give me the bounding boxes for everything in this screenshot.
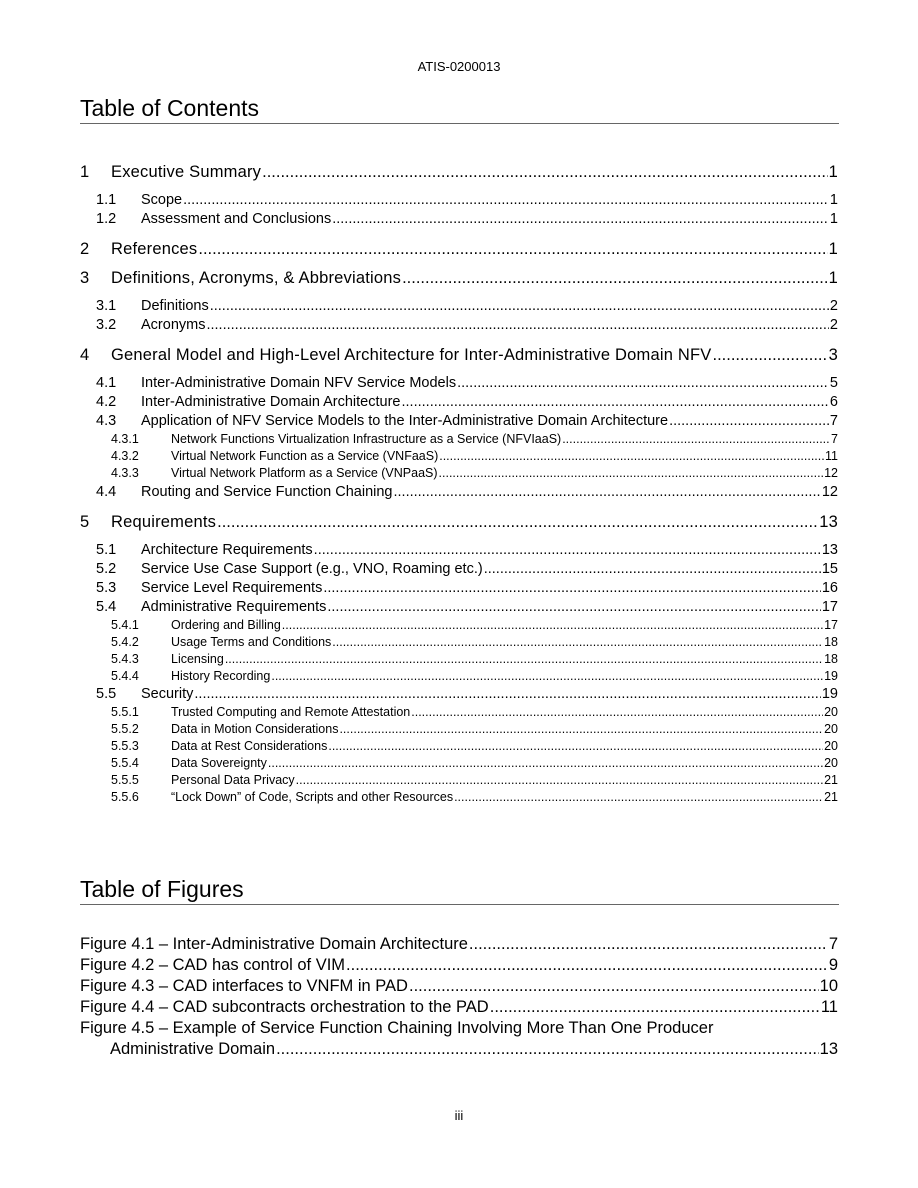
toc-entry-title: Acronyms [141,317,206,333]
dot-leader [332,635,823,649]
toc-entry-number: 3.2 [96,317,117,333]
toc-entry-page: 20 [824,739,838,753]
toc-entry-page: 16 [821,580,838,596]
toc-entry[interactable] [80,513,838,532]
dot-leader [194,686,820,702]
dot-leader [323,580,821,596]
toc-entry-page: 2 [829,317,838,333]
toc-entry-title: “Lock Down” of Code, Scripts and other Resources [171,790,454,804]
figure-entry-page: 13 [819,1040,838,1058]
toc-entry-number: 5 [80,513,90,531]
toc-entry[interactable] [80,394,838,410]
toc-entry-page: 1 [829,192,838,208]
toc-entry-title: Requirements [111,513,217,531]
dot-leader [669,413,829,429]
figure-entry-title: Figure 4.1 – Inter-Administrative Domain Architecture [80,935,468,953]
toc-entry-number: 3 [80,269,90,287]
toc-entry-title: Application of NFV Service Models to the Inter-Administrative Domain Architecture [141,413,669,429]
dot-leader [439,449,824,463]
dot-leader [562,432,830,446]
toc-entry[interactable] [80,705,838,719]
dot-leader [262,163,827,182]
figure-entry[interactable] [80,977,838,996]
toc-entry-page: 7 [829,413,838,429]
toc-entry-title: Licensing [171,652,224,666]
toc-entry-number: 2 [80,240,90,258]
toc-entry[interactable] [80,773,838,787]
toc-entry-title: Administrative Requirements [141,599,327,615]
toc-entry[interactable] [80,432,838,446]
toc-entry[interactable] [80,449,838,463]
toc-entry-title: Trusted Computing and Remote Attestation [171,705,411,719]
toc-entry-number: 5.2 [96,561,117,577]
figure-entry-title: Figure 4.5 – Example of Service Function Chaining Involving More Than One Producer [80,1019,714,1037]
toc-entry[interactable] [80,669,838,683]
dot-leader [484,561,821,577]
toc-entry-title: Security [141,686,194,702]
toc-entry-title: Inter-Administrative Domain NFV Service Models [141,375,457,391]
toc-entry[interactable] [80,652,838,666]
toc-entry-number: 5.4 [96,599,117,615]
toc-entry[interactable] [80,722,838,736]
toc-entry[interactable] [80,317,838,333]
toc-entry[interactable] [80,163,838,182]
toc-entry-page: 1 [829,211,838,227]
toc-entry-page: 1 [828,240,838,258]
toc-entry-page: 19 [824,669,838,683]
figures-heading: Table of Figures [80,875,839,905]
toc-entry-page: 1 [828,269,838,287]
dot-leader [409,977,819,996]
toc-entry[interactable] [80,413,838,429]
toc-entry-title: Scope [141,192,183,208]
dot-leader [393,484,820,500]
toc-entry-title: Data at Rest Considerations [171,739,328,753]
figure-entry-title: Figure 4.3 – CAD interfaces to VNFM in PAD [80,977,408,995]
toc-entry-number: 5.4.1 [111,618,139,632]
toc-entry-number: 5.3 [96,580,117,596]
dot-leader [490,998,820,1017]
toc-entry-number: 4.3 [96,413,117,429]
toc-entry[interactable] [80,466,838,480]
toc-entry-title: Definitions [141,298,209,314]
figure-entry[interactable] [80,998,838,1017]
toc-entry-page: 18 [824,652,838,666]
dot-leader [210,298,829,314]
toc-entry[interactable] [80,269,838,288]
toc-entry-number: 5.5.4 [111,756,139,770]
dot-leader [314,542,821,558]
dot-leader [454,790,823,804]
toc-entry-title: Executive Summary [111,163,262,181]
toc-entry-title: Service Use Case Support (e.g., VNO, Roaming etc.) [141,561,483,577]
dot-leader [206,317,828,333]
toc-entry[interactable] [80,346,838,365]
dot-leader [439,466,824,480]
toc-entry-number: 5.5.1 [111,705,139,719]
toc-entry-number: 5.5.2 [111,722,139,736]
toc-entry-page: 3 [828,346,838,364]
toc-entry[interactable] [80,739,838,753]
toc-entry-page: 13 [819,513,838,531]
dot-leader [198,240,827,259]
dot-leader [217,513,818,532]
toc-entry-page: 19 [821,686,838,702]
dot-leader [402,394,829,410]
toc-entry-number: 5.4.2 [111,635,139,649]
toc-entry-title: General Model and High-Level Architecture for Inter-Administrative Domain NFV [111,346,712,364]
toc-entry-page: 17 [824,618,838,632]
toc-entry[interactable] [80,580,838,596]
toc-entry-number: 4.3.3 [111,466,139,480]
dot-leader [346,956,828,975]
toc-entry[interactable] [80,599,838,615]
toc-entry-number: 5.5.6 [111,790,139,804]
dot-leader [712,346,827,365]
figure-entry-page: 11 [820,998,838,1016]
toc-entry-page: 20 [824,722,838,736]
toc-entry[interactable] [80,192,838,208]
toc-entry-number: 5.1 [96,542,117,558]
toc-entry-number: 4.2 [96,394,117,410]
toc-entry-page: 15 [821,561,838,577]
figure-entry-title: Figure 4.2 – CAD has control of VIM [80,956,346,974]
toc-entry-title: Network Functions Virtualization Infrastructure as a Service (NFVIaaS) [171,432,562,446]
toc-entry-number: 4.3.2 [111,449,139,463]
toc-entry-page: 12 [821,484,838,500]
toc-entry-page: 2 [829,298,838,314]
toc-entry-page: 17 [821,599,838,615]
toc-entry-number: 1.2 [96,211,117,227]
toc-entry-page: 21 [824,773,838,787]
toc-entry-page: 5 [829,375,838,391]
toc-entry[interactable] [80,240,838,259]
toc-entry-page: 6 [829,394,838,410]
toc-entry-title: Inter-Administrative Domain Architecture [141,394,401,410]
toc-entry-page: 11 [825,449,838,463]
figure-entry-page: 7 [828,935,838,953]
toc-entry-number: 5.5.3 [111,739,139,753]
toc-entry-title: Data in Motion Considerations [171,722,339,736]
toc-entry-title: Virtual Network Function as a Service (VNFaaS) [171,449,439,463]
toc-entry-number: 5.4.3 [111,652,139,666]
toc-entry-page: 13 [821,542,838,558]
dot-leader [457,375,829,391]
toc-heading: Table of Contents [80,94,839,124]
dot-leader [469,935,828,954]
toc-entry-title: Virtual Network Platform as a Service (VNPaaS) [171,466,438,480]
toc-entry-number: 4 [80,346,90,364]
toc-entry-page: 20 [824,705,838,719]
toc-entry-page: 20 [824,756,838,770]
toc-entry-title: Usage Terms and Conditions [171,635,332,649]
dot-leader [332,211,829,227]
toc-entry[interactable] [80,618,838,632]
toc-entry-title: Ordering and Billing [171,618,281,632]
toc-entry[interactable] [80,756,838,770]
toc-entry-title: Service Level Requirements [141,580,323,596]
toc-entry-page: 18 [824,635,838,649]
toc-entry[interactable] [80,211,838,227]
toc-entry-number: 4.4 [96,484,117,500]
figure-entry[interactable] [80,935,838,954]
toc-entry-number: 5.5 [96,686,117,702]
toc-entry-title: History Recording [171,669,271,683]
toc-entry-page: 21 [824,790,838,804]
dot-leader [183,192,829,208]
toc-entry[interactable] [80,686,838,702]
toc-entry[interactable] [80,375,838,391]
toc-entry[interactable] [80,790,838,804]
toc-entry-title: Personal Data Privacy [171,773,295,787]
toc-entry-number: 5.4.4 [111,669,139,683]
toc-entry[interactable] [80,561,838,577]
toc-entry-title: Definitions, Acronyms, & Abbreviations [111,269,402,287]
figure-entry[interactable] [80,1040,838,1059]
page-number: iii [454,1108,464,1123]
dot-leader [402,269,828,288]
dot-leader [327,599,821,615]
toc-entry-title: Assessment and Conclusions [141,211,332,227]
toc-entry-page: 7 [831,432,838,446]
figure-entry-title: Figure 4.4 – CAD subcontracts orchestration to the PAD [80,998,489,1016]
document-id-header: ATIS-0200013 [417,59,501,74]
dot-leader [282,618,823,632]
dot-leader [276,1040,819,1059]
toc-entry-number: 4.3.1 [111,432,139,446]
dot-leader [411,705,823,719]
toc-entry-title: Data Sovereignty [171,756,267,770]
toc-entry[interactable] [80,484,838,500]
figure-entry-page: 9 [828,956,838,974]
toc-entry[interactable] [80,298,838,314]
toc-entry-title: Routing and Service Function Chaining [141,484,393,500]
toc-entry[interactable] [80,542,838,558]
dot-leader [268,756,823,770]
toc-entry-title: Architecture Requirements [141,542,313,558]
toc-entry-number: 1.1 [96,192,117,208]
toc-entry-title: References [111,240,198,258]
dot-leader [328,739,823,753]
dot-leader [271,669,823,683]
dot-leader [296,773,823,787]
dot-leader [225,652,823,666]
figure-entry-line1[interactable] [80,1019,838,1038]
toc-entry-number: 3.1 [96,298,117,314]
toc-entry[interactable] [80,635,838,649]
figure-entry-title: Administrative Domain [110,1040,276,1058]
figure-entry[interactable] [80,956,838,975]
toc-entry-number: 4.1 [96,375,117,391]
toc-entry-number: 1 [80,163,90,181]
toc-entry-page: 12 [824,466,838,480]
figure-entry-page: 10 [819,977,838,995]
dot-leader [339,722,823,736]
toc-entry-page: 1 [828,163,838,181]
toc-entry-number: 5.5.5 [111,773,139,787]
